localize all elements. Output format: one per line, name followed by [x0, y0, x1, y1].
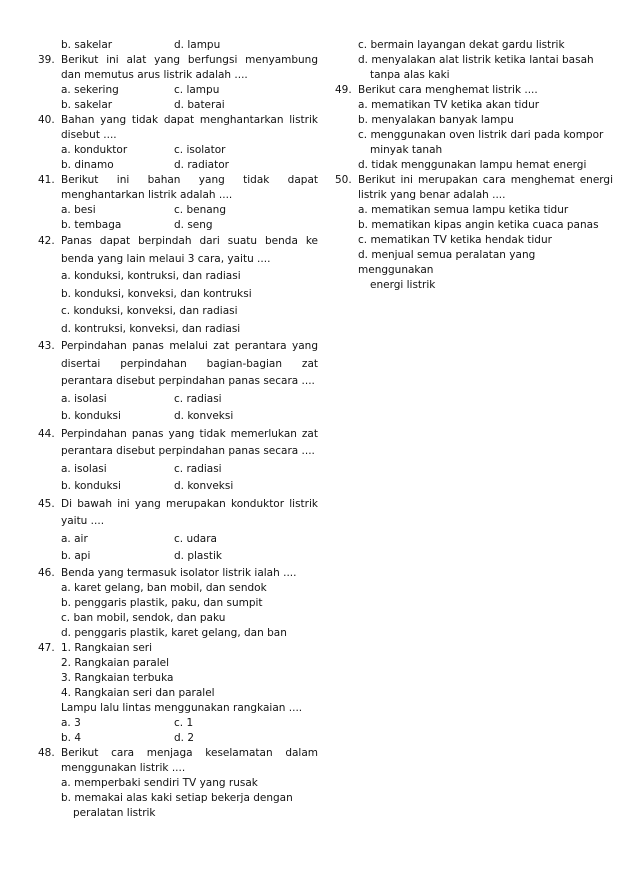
question-number: 45.	[38, 497, 55, 510]
question-number: 50.	[335, 174, 352, 186]
left-column	[38, 38, 318, 821]
option-a: a. mematikan semua lampu ketika tidur	[358, 204, 569, 216]
question-48	[38, 746, 318, 821]
option-b: b. konduksi, konveksi, dan kontruksi	[61, 287, 252, 300]
question-42	[38, 233, 318, 338]
list-item: 4. Rangkaian seri dan paralel	[61, 686, 215, 699]
right-column	[335, 38, 613, 293]
question-41	[38, 173, 318, 233]
option-d: d. menjual semua peralatan yang menggunakan	[358, 249, 536, 276]
question-text: Berikut ini bahan yang tidak dapat menghantarkan listrik adalah ....	[61, 174, 318, 201]
question-number: 42.	[38, 235, 55, 247]
question-text: Benda yang termasuk isolator listrik ialah ....	[61, 566, 297, 579]
question-text: Lampu lalu lintas menggunakan rangkaian ....	[61, 701, 303, 714]
option-c: c. bermain layangan dekat gardu listrik	[358, 39, 565, 51]
option-d: d. plastik	[174, 550, 222, 562]
option-c: c. radiasi	[174, 392, 222, 405]
question-43	[38, 338, 318, 426]
q38-options-tail	[38, 38, 318, 53]
question-number: 43.	[38, 340, 55, 352]
option-d: d. penggaris plastik, karet gelang, dan ban	[61, 626, 287, 639]
question-number: 46.	[38, 566, 55, 579]
option-d: d. seng	[174, 219, 213, 231]
option-a: a. karet gelang, ban mobil, dan sendok	[61, 581, 267, 594]
option-d: d. tidak menggunakan lampu hemat energi	[358, 159, 587, 171]
option-d-continued: tanpa alas kaki	[370, 69, 450, 81]
option-a: a. konduksi, kontruksi, dan radiasi	[61, 270, 241, 282]
question-text: Perpindahan panas yang tidak memerlukan zat perantara disebut perpindahan panas secara ....	[61, 427, 318, 457]
option-d: d. baterai	[174, 99, 225, 111]
question-number: 41.	[38, 174, 55, 186]
question-number: 47.	[38, 641, 55, 654]
list-item: 2. Rangkaian paralel	[61, 656, 169, 669]
option-b: b. api	[61, 550, 91, 562]
option-a: a. isolasi	[61, 462, 107, 475]
option-a: a. air	[61, 532, 88, 545]
option-c: c. menggunakan oven listrik dari pada kompor	[358, 129, 604, 141]
question-number: 48.	[38, 746, 55, 759]
option-b: b. konduksi	[61, 480, 121, 492]
question-46	[38, 566, 318, 641]
option-b-continued: peralatan listrik	[73, 806, 156, 819]
option-b: b. sakelar	[61, 39, 113, 51]
option-b: b. dinamo	[61, 159, 114, 171]
option-d: d. konveksi	[174, 480, 234, 492]
option-b: b. sakelar	[61, 99, 113, 111]
question-text: Panas dapat berpindah dari suatu benda ke benda yang lain melaui 3 cara, yaitu ....	[61, 235, 318, 265]
question-50	[335, 173, 613, 293]
option-b: b. tembaga	[61, 219, 122, 231]
option-a: a. sekering	[61, 84, 119, 96]
option-c: c. isolator	[174, 144, 226, 156]
question-text: Berikut cara menjaga keselamatan dalam menggunakan listrik ....	[61, 746, 318, 774]
option-a: a. mematikan TV ketika akan tidur	[358, 99, 540, 111]
question-text: Berikut ini merupakan cara menghemat energi listrik yang benar adalah ....	[358, 174, 613, 201]
option-a: a. besi	[61, 204, 96, 216]
option-c: c. konduksi, konveksi, dan radiasi	[61, 305, 238, 317]
question-49	[335, 83, 613, 173]
question-text: Berikut cara menghemat listrik ....	[358, 84, 538, 96]
option-b: b. konduksi	[61, 410, 121, 422]
option-c: c. 1	[174, 716, 194, 729]
option-d: d. kontruksi, konveksi, dan radiasi	[61, 322, 241, 335]
option-c: c. ban mobil, sendok, dan paku	[61, 611, 226, 624]
option-a: a. isolasi	[61, 392, 107, 405]
option-a: a. konduktor	[61, 144, 128, 156]
option-a: a. 3	[61, 716, 81, 729]
option-d: d. 2	[174, 731, 195, 744]
option-b: b. 4	[61, 731, 82, 744]
option-c: c. lampu	[174, 84, 220, 96]
question-39	[38, 53, 318, 113]
option-d: d. radiator	[174, 159, 229, 171]
question-text: Di bawah ini yang merupakan konduktor listrik yaitu ....	[61, 497, 318, 527]
question-number: 49.	[335, 84, 352, 96]
question-number: 44.	[38, 427, 55, 440]
option-d-continued: energi listrik	[370, 279, 436, 291]
question-45	[38, 496, 318, 566]
question-text: Berikut ini alat yang berfungsi menyambung dan memutus arus listrik adalah ....	[61, 54, 318, 81]
question-text: Perpindahan panas melalui zat perantara yang disertai perpindahan bagian-bagian zat perantara disebut perpindahan panas secara ....	[61, 340, 318, 387]
question-44	[38, 426, 318, 496]
option-c: c. udara	[174, 532, 217, 545]
list-item: 1. Rangkaian seri	[61, 641, 153, 654]
option-d: d. lampu	[174, 39, 221, 51]
option-c: c. benang	[174, 204, 226, 216]
option-d: d. menyalakan alat listrik ketika lantai basah	[358, 54, 594, 66]
question-40	[38, 113, 318, 173]
option-c-continued: minyak tanah	[370, 144, 443, 156]
option-c: c. radiasi	[174, 462, 222, 475]
question-number: 40.	[38, 114, 55, 126]
option-a: a. memperbaki sendiri TV yang rusak	[61, 776, 258, 789]
option-d: d. konveksi	[174, 410, 234, 422]
option-b: b. penggaris plastik, paku, dan sumpit	[61, 596, 263, 609]
option-b: b. mematikan kipas angin ketika cuaca panas	[358, 219, 599, 231]
option-c: c. mematikan TV ketika hendak tidur	[358, 234, 552, 246]
option-b: b. memakai alas kaki setiap bekerja dengan	[61, 791, 293, 804]
question-number: 39.	[38, 54, 55, 66]
question-48-continued	[335, 38, 613, 83]
option-b: b. menyalakan banyak lampu	[358, 114, 514, 126]
question-47	[38, 641, 318, 746]
question-text: Bahan yang tidak dapat menghantarkan listrik disebut ....	[61, 114, 318, 141]
list-item: 3. Rangkaian terbuka	[61, 671, 174, 684]
